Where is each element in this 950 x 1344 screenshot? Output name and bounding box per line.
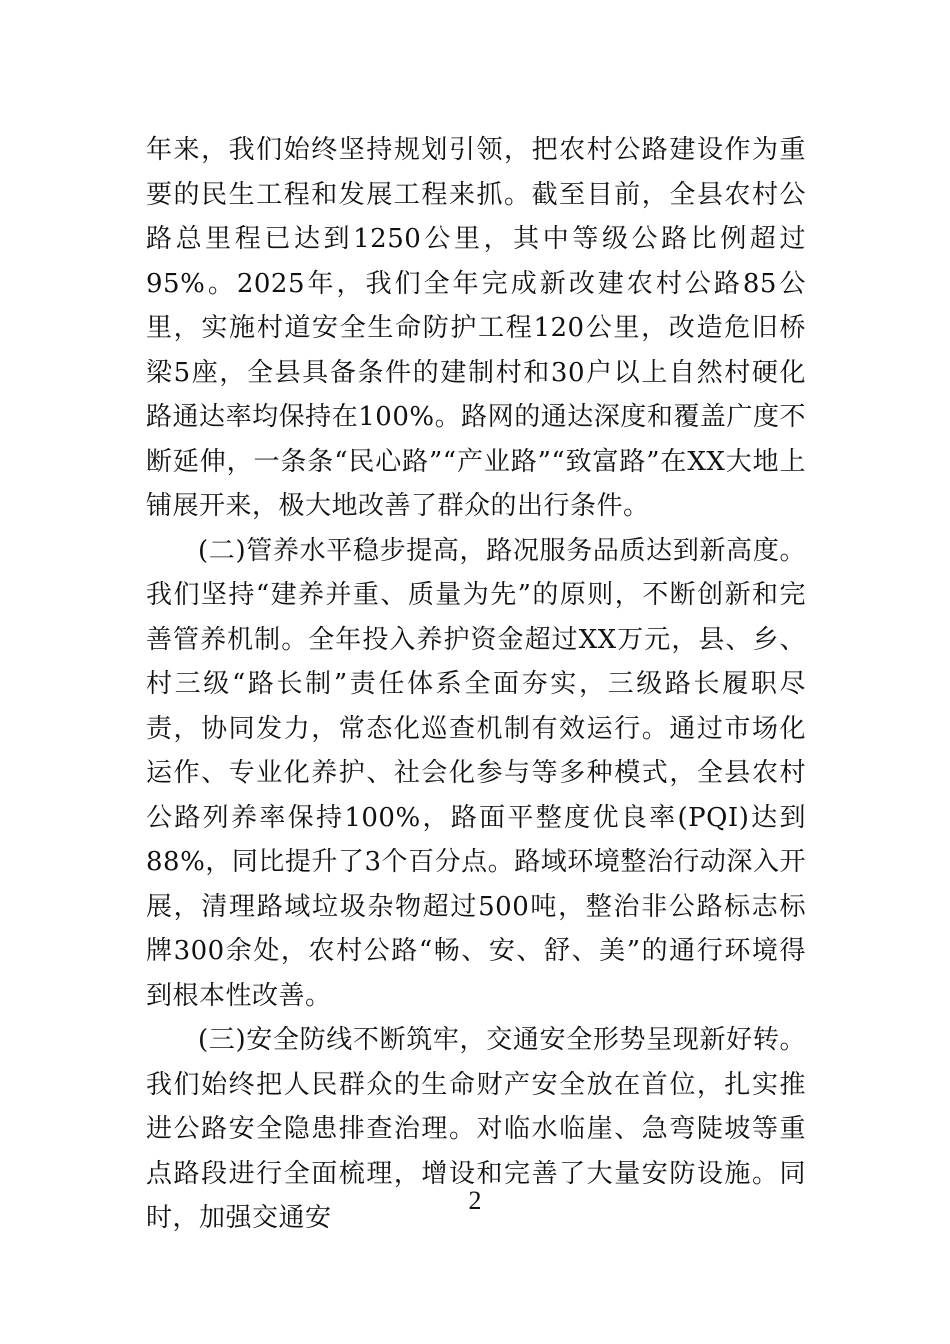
paragraph-section-2: (二)管养水平稳步提高，路况服务品质达到新高度。我们坚持“建养并重、质量为先”的原则，不断创新和完善管养机制。全年投入养护资金超过XX万元，县、乡、村三级“路长制”责任体系全面夯实，三级路长履职尽责，协同发力，常态化巡查机制有效运行。通过市场化运作、专业化养护、社会化参与等多种模式，全县农村公路列养率保持100%，路面平整度优良率(PQI)达到88%，同比提升了3个百分点。路域环境整治行动深入开展，清理路域垃圾杂物超过500吨，整治非公路标志标牌300余处，农村公路“畅、安、舒、美”的通行环境得到根本性改善。 bbox=[146, 535, 806, 1011]
paragraph-section-3: (三)安全防线不断筑牢，交通安全形势呈现新好转。我们始终把人民群众的生命财产安全放在首位，扎实推进公路安全隐患排查治理。对临水临崖、急弯陡坡等重点路段进行全面梳理，增设和完善了大量安防设施。同时，加强交通安 bbox=[146, 1025, 806, 1233]
page-number: 2 bbox=[468, 1186, 482, 1215]
paragraph-continuation: 年来，我们始终坚持规划引领，把农村公路建设作为重要的民生工程和发展工程来抓。截至目前，全县农村公路总里程已达到1250公里，其中等级公路比例超过95%。2025年，我们全年完成新改建农村公路85公里，实施村道安全生命防护工程120公里，改造危旧桥梁5座，全县具备条件的建制村和30户以上自然村硬化路通达率均保持在100%。路网的通达深度和覆盖广度不断延伸，一条条“民心路”“产业路”“致富路”在XX大地上铺展开来，极大地改善了群众的出行条件。 bbox=[146, 135, 806, 521]
document-body bbox=[146, 128, 806, 1241]
